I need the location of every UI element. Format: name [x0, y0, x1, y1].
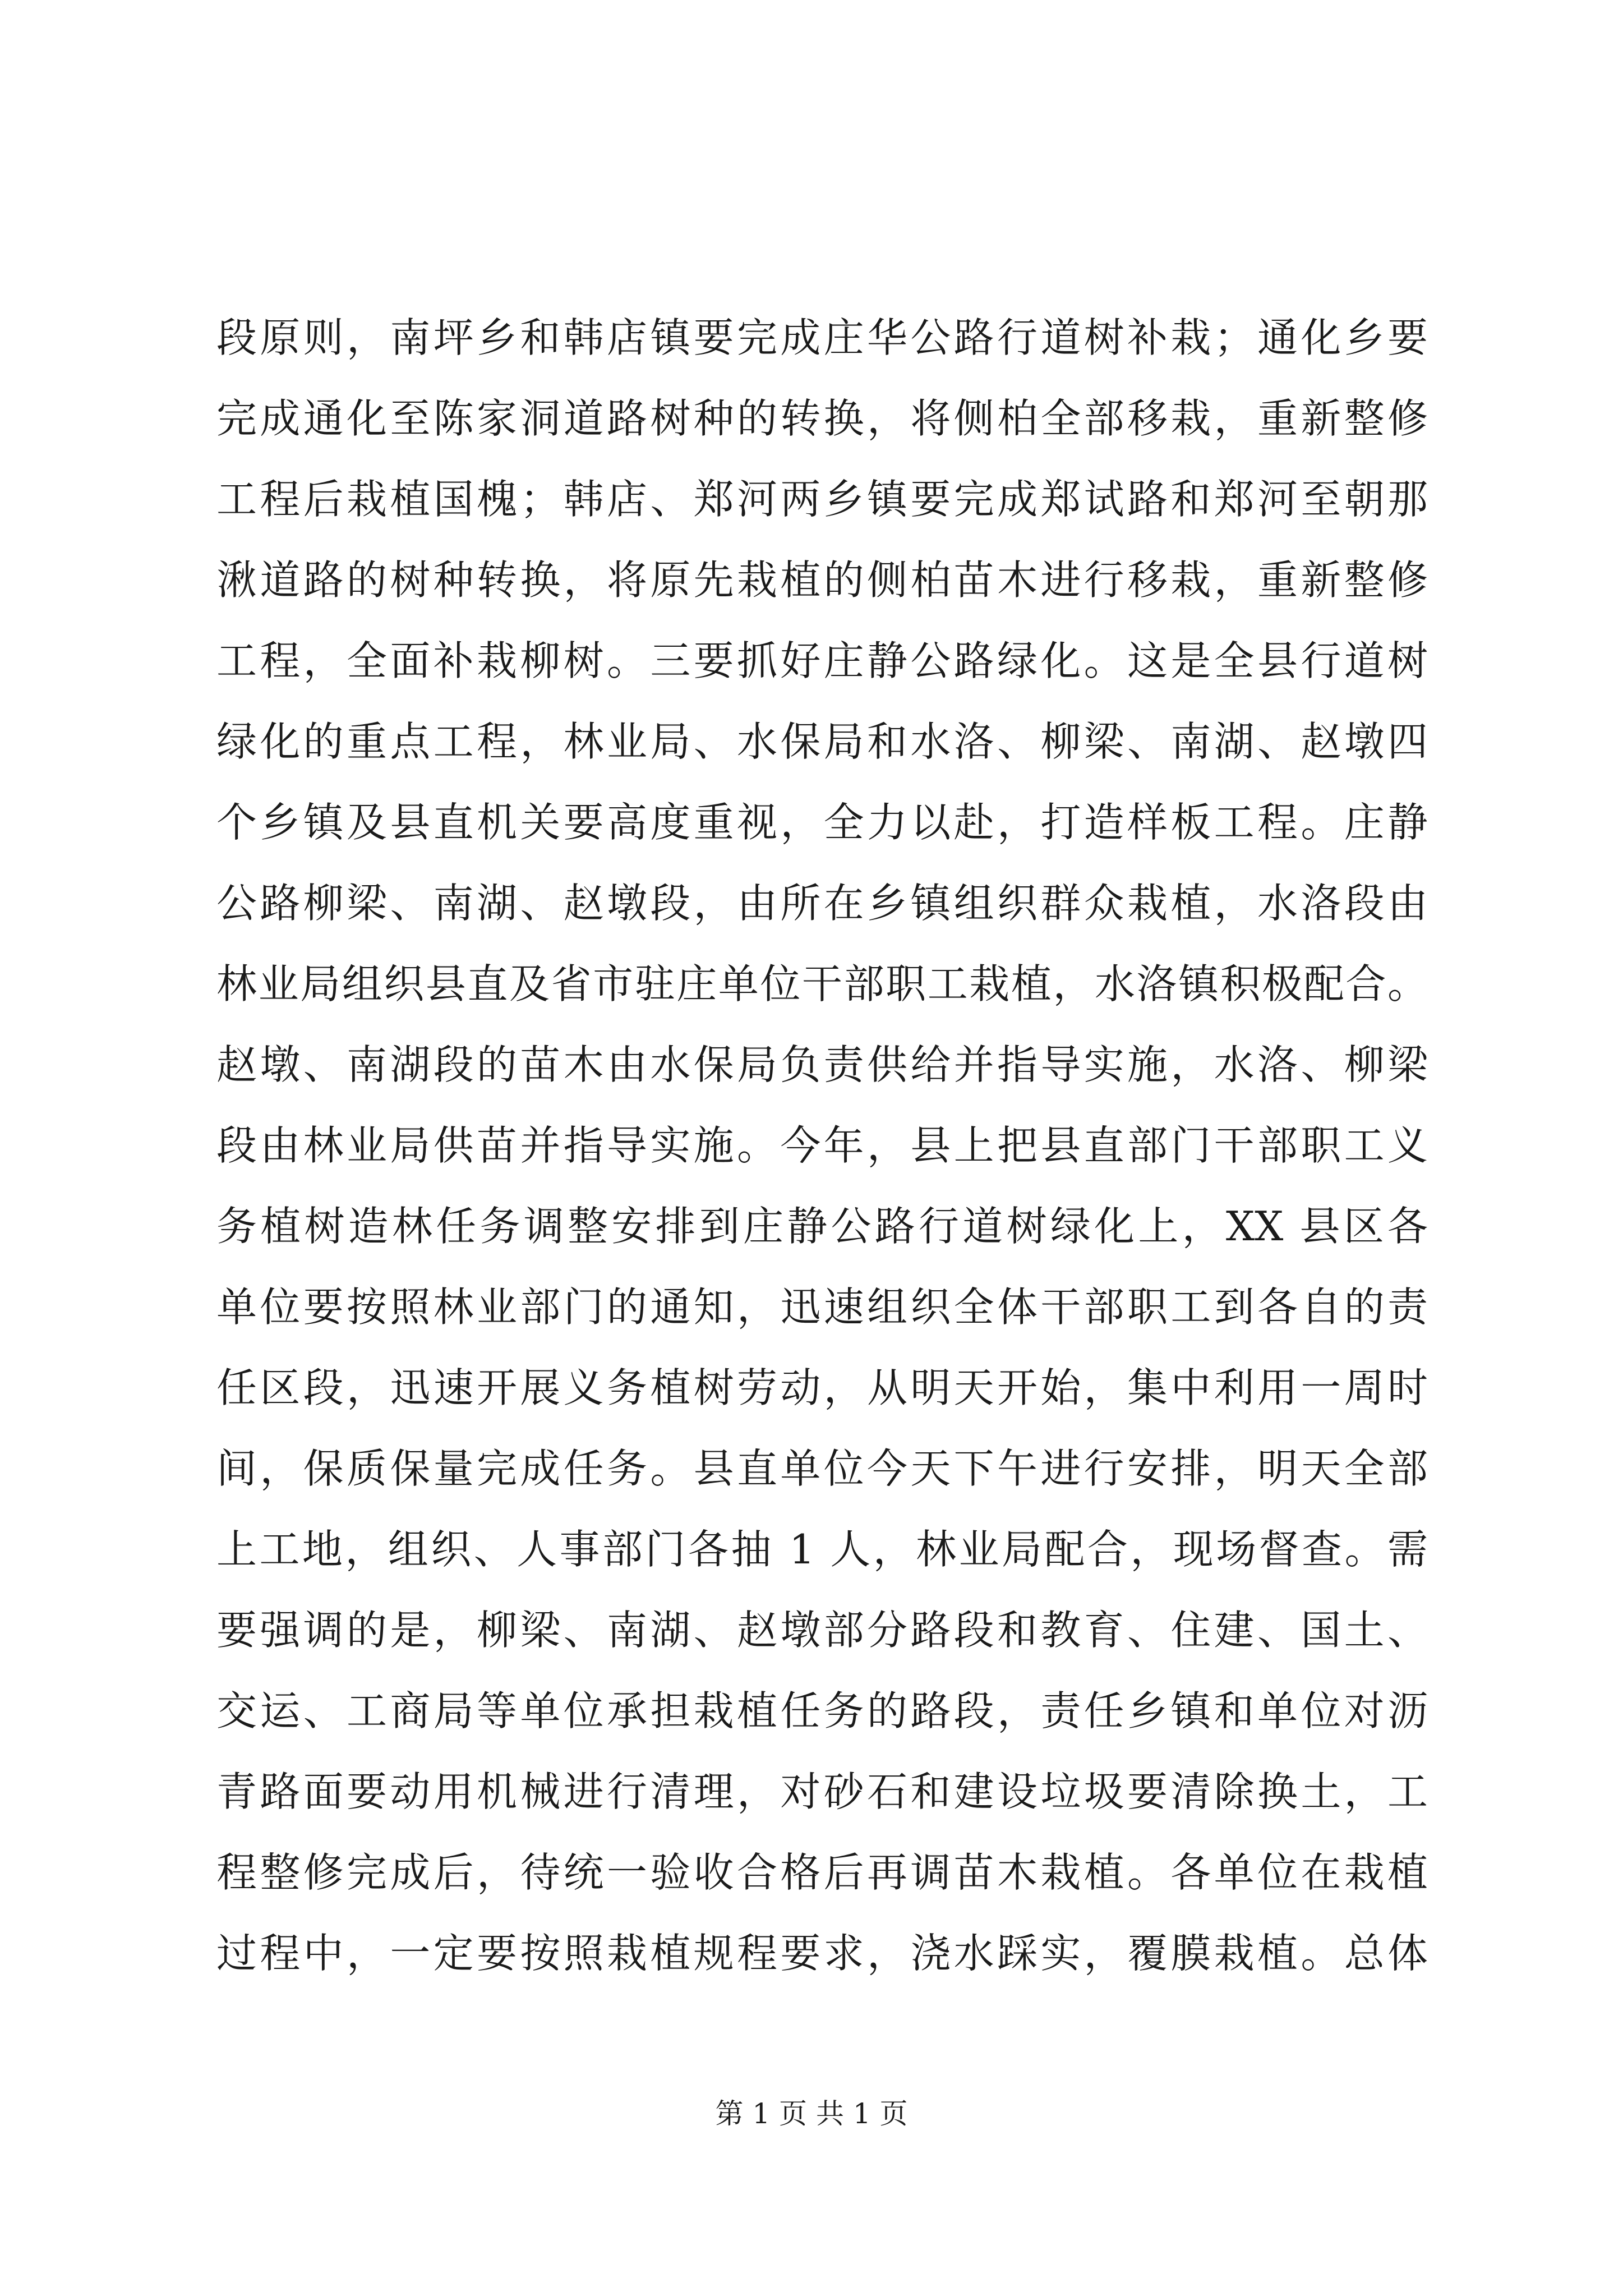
- body-paragraph: [216, 297, 1428, 1994]
- text-line: 完成通化至陈家洞道路树种的转换，将侧柏全部移栽，重新整修: [216, 395, 1428, 442]
- text-line: 上工地，组织、人事部门各抽 1 人，林业局配合，现场督查。需: [216, 1526, 1428, 1573]
- text-line: 段原则，南坪乡和韩店镇要完成庄华公路行道树补栽；通化乡要: [216, 314, 1428, 361]
- text-line: 绿化的重点工程，林业局、水保局和水洛、柳梁、南湖、赵墩四: [216, 718, 1428, 765]
- text-line: 单位要按照林业部门的通知，迅速组织全体干部职工到各自的责: [216, 1283, 1428, 1331]
- text-line: 交运、工商局等单位承担栽植任务的路段，责任乡镇和单位对沥: [216, 1687, 1428, 1734]
- text-line: 赵墩、南湖段的苗木由水保局负责供给并指导实施，水洛、柳梁: [216, 1041, 1428, 1088]
- text-line: 公路柳梁、南湖、赵墩段，由所在乡镇组织群众栽植，水洛段由: [216, 880, 1428, 927]
- text-line: 工程，全面补栽柳树。三要抓好庄静公路绿化。这是全县行道树: [216, 637, 1428, 684]
- text-line: 程整修完成后，待统一验收合格后再调苗木栽植。各单位在栽植: [216, 1849, 1428, 1896]
- text-line: 要强调的是，柳梁、南湖、赵墩部分路段和教育、住建、国土、: [216, 1607, 1428, 1654]
- text-line: 工程后栽植国槐；韩店、郑河两乡镇要完成郑试路和郑河至朝那: [216, 476, 1428, 523]
- page-footer: 第 1 页 共 1 页: [715, 2097, 908, 2130]
- text-line: 个乡镇及县直机关要高度重视，全力以赴，打造样板工程。庄静: [216, 799, 1428, 846]
- text-line: 过程中，一定要按照栽植规程要求，浇水踩实，覆膜栽植。总体: [216, 1930, 1428, 1977]
- text-line: 林业局组织县直及省市驻庄单位干部职工栽植，水洛镇积极配合。: [216, 960, 1428, 1007]
- text-line: 间，保质保量完成任务。县直单位今天下午进行安排，明天全部: [216, 1445, 1428, 1492]
- text-line: 湫道路的树种转换，将原先栽植的侧柏苗木进行移栽，重新整修: [216, 556, 1428, 604]
- text-line: 青路面要动用机械进行清理，对砂石和建设垃圾要清除换土，工: [216, 1768, 1428, 1815]
- text-line: 务植树造林任务调整安排到庄静公路行道树绿化上，XX 县区各: [216, 1203, 1428, 1250]
- text-line: 段由林业局供苗并指导实施。今年，县上把县直部门干部职工义: [216, 1122, 1428, 1169]
- text-line: 任区段，迅速开展义务植树劳动，从明天开始，集中利用一周时: [216, 1364, 1428, 1411]
